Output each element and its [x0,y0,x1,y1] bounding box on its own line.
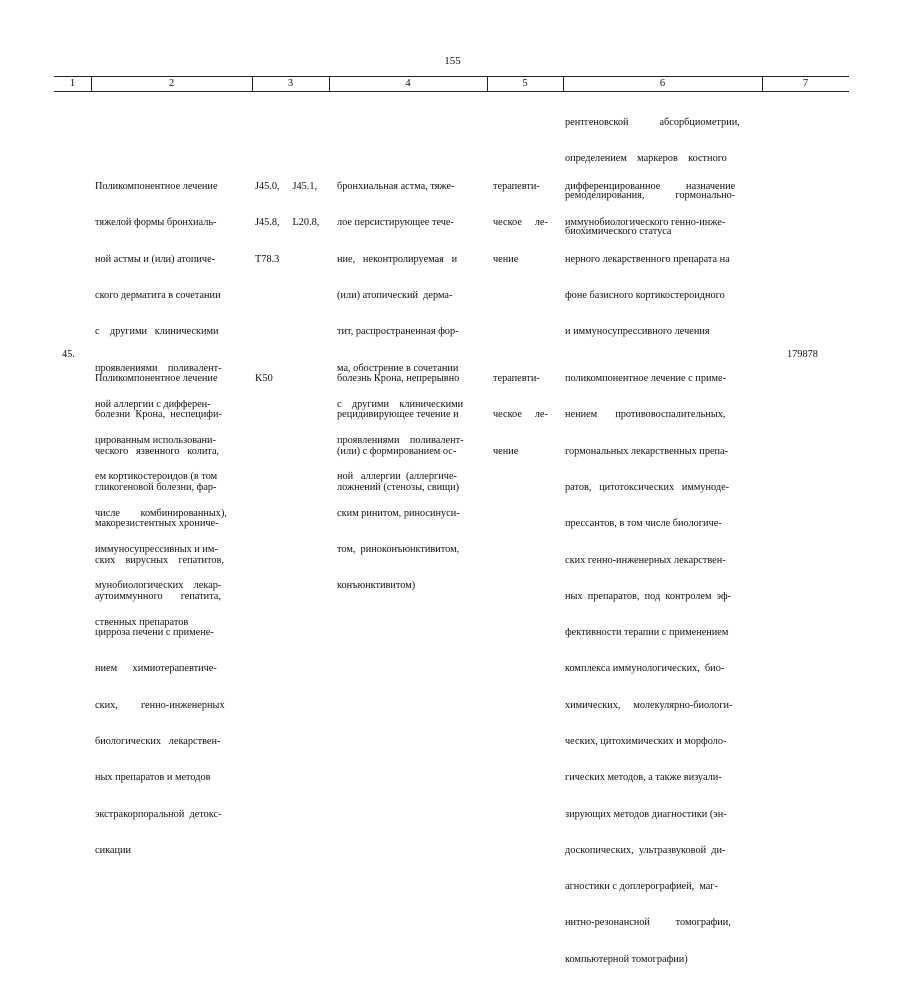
text-line: Поликомпонентное лечение [95,373,218,385]
text-line: зирующих методов диагностики (эн- [565,808,727,820]
text-line: гликогеновой болезни, фар- [95,482,217,494]
text-line: конъюнктивитом) [337,580,416,592]
table-header-row [54,76,849,92]
row-number: 45. [62,349,75,360]
row-cell-cost: 179878 [787,349,818,360]
text-line: болезни Крона, неспецифи- [95,409,222,421]
page-number: 155 [444,55,461,67]
text-line: лое персистирующее тече- [337,217,454,229]
text-line: ной аллергии с дифферен- [95,398,211,410]
row-cell-method [565,349,732,990]
text-line: ственных препаратов [95,616,189,628]
text-line: тит, распространенная фор- [337,326,459,338]
text-line: ческое ле- [493,217,548,229]
row-cell-treatment-type [493,157,548,290]
column-header-1: 1 [69,78,76,89]
text-line: ческое ле- [493,409,548,421]
text-line: (или) атопический дерма- [337,290,453,302]
text-line: болезнь Крона, непрерывно [337,373,460,385]
column-header-3: 3 [287,78,294,89]
text-line: доскопических, ультразвуковой ди- [565,844,726,856]
row-cell-icd-codes [255,349,273,409]
text-line: и иммуносупрессивного лечения [565,326,710,338]
text-line: определением маркеров костного [565,153,727,165]
text-line: нитно-резонансной томографии, [565,917,731,929]
text-line: том, риноконъюнктивитом, [337,544,460,555]
column-header-6: 6 [659,78,666,89]
text-line: Поликомпонентное лечение [95,181,218,193]
text-line: биологических лекарствен- [95,736,221,747]
text-line: агностики с доплерографией, маг- [565,881,719,893]
text-line: ского дерматита в сочетании [95,290,221,302]
column-header-7: 7 [802,78,809,89]
text-line: J45.0, J45.1, [255,181,318,193]
text-line: ных препаратов и методов [95,772,211,784]
text-line: чение [493,445,519,457]
text-line: иммуносупрессивных и им- [95,544,218,555]
text-line: ских, генно-инженерных [95,699,225,711]
text-line: ложнений (стенозы, свищи) [337,482,460,494]
row-cell-method [565,157,735,363]
text-line: бронхиальная астма, тяже- [337,181,455,193]
text-line: цирроза печени с примене- [95,627,214,639]
text-line: гормональных лекарственных препа- [565,445,729,457]
row-cell-treatment [95,349,225,881]
text-line: терапевти- [493,181,540,193]
column-header-4: 4 [405,78,411,89]
text-line: сикации [95,844,132,856]
text-line: J45.8, L20.8, [255,217,320,229]
text-line: проявлениями поливалент- [337,435,464,447]
text-line: нением противовоспалительных, [565,409,726,421]
text-line: ма, обострение в сочетании [337,362,459,374]
text-line: ных препаратов, под контролем эф- [565,590,732,602]
text-line: нием химиотерапевтиче- [95,663,217,675]
text-line: ских вирусных гепатитов, [95,554,224,566]
text-line: (или) с формированием ос- [337,445,457,457]
text-line: гических методов, а также визуали- [565,772,722,784]
row-cell-patient-model [337,349,459,518]
text-line: мунобиологических лекар- [95,580,222,592]
text-line: ной аллергии (аллергиче- [337,471,457,483]
text-line: аутоиммунного гепатита, [95,590,221,602]
text-line: иммунобиологического генно-инже- [565,217,726,229]
text-line: числе комбинированных), [95,507,227,519]
text-line: ским ринитом, риносинуси- [337,507,460,519]
text-line: ем кортикостероидов (в том [95,471,218,483]
text-line: с другими клиническими [337,398,464,410]
text-line: компьютерной томографии) [565,953,688,965]
text-line: с другими клиническими [95,326,219,338]
text-line: поликомпонентное лечение с приме- [565,373,726,385]
text-line: цированным использовани- [95,435,216,447]
text-line: терапевти- [493,373,540,385]
text-line: тяжелой формы бронхиаль- [95,217,217,229]
text-line: ратов, цитотоксических иммуноде- [565,482,730,494]
text-line: проявлениями поливалент- [95,362,222,374]
text-line: ной астмы и (или) атопиче- [95,253,216,265]
text-line: комплекса иммунологических, био- [565,663,725,675]
text-line: макорезистентных хрониче- [95,518,219,530]
column-header-5: 5 [522,78,528,89]
row-cell-icd-codes [255,157,319,290]
text-line: рентгеновской абсорбциометрии, [565,117,740,129]
text-line: чение [493,253,519,265]
text-line: дифференцированное назначение [565,181,736,193]
column-header-2: 2 [168,78,175,89]
text-line: K50 [255,373,273,385]
text-line: нерного лекарственного препарата на [565,253,730,265]
text-line: ческого язвенного колита, [95,445,220,457]
text-line: рецидивирующее течение и [337,409,459,421]
text-line: ских генно-инженерных лекарствен- [565,554,726,566]
text-line: биохимического статуса [565,226,672,238]
row-cell-treatment-type [493,349,548,482]
text-line: химических, молекулярно-биологи- [565,699,733,711]
text-line: ремоделирования, гормонально- [565,189,736,201]
text-line: ние, неконтролируемая и [337,253,458,265]
text-line: экстракорпоральной детокс- [95,808,222,820]
text-line: фективности терапии с применением [565,627,729,639]
text-line: фоне базисного кортикостероидного [565,290,725,302]
text-line: T78.3 [255,253,280,265]
text-line: прессантов, в том числе биологиче- [565,518,722,530]
text-line: ческих, цитохимических и морфоло- [565,736,727,747]
